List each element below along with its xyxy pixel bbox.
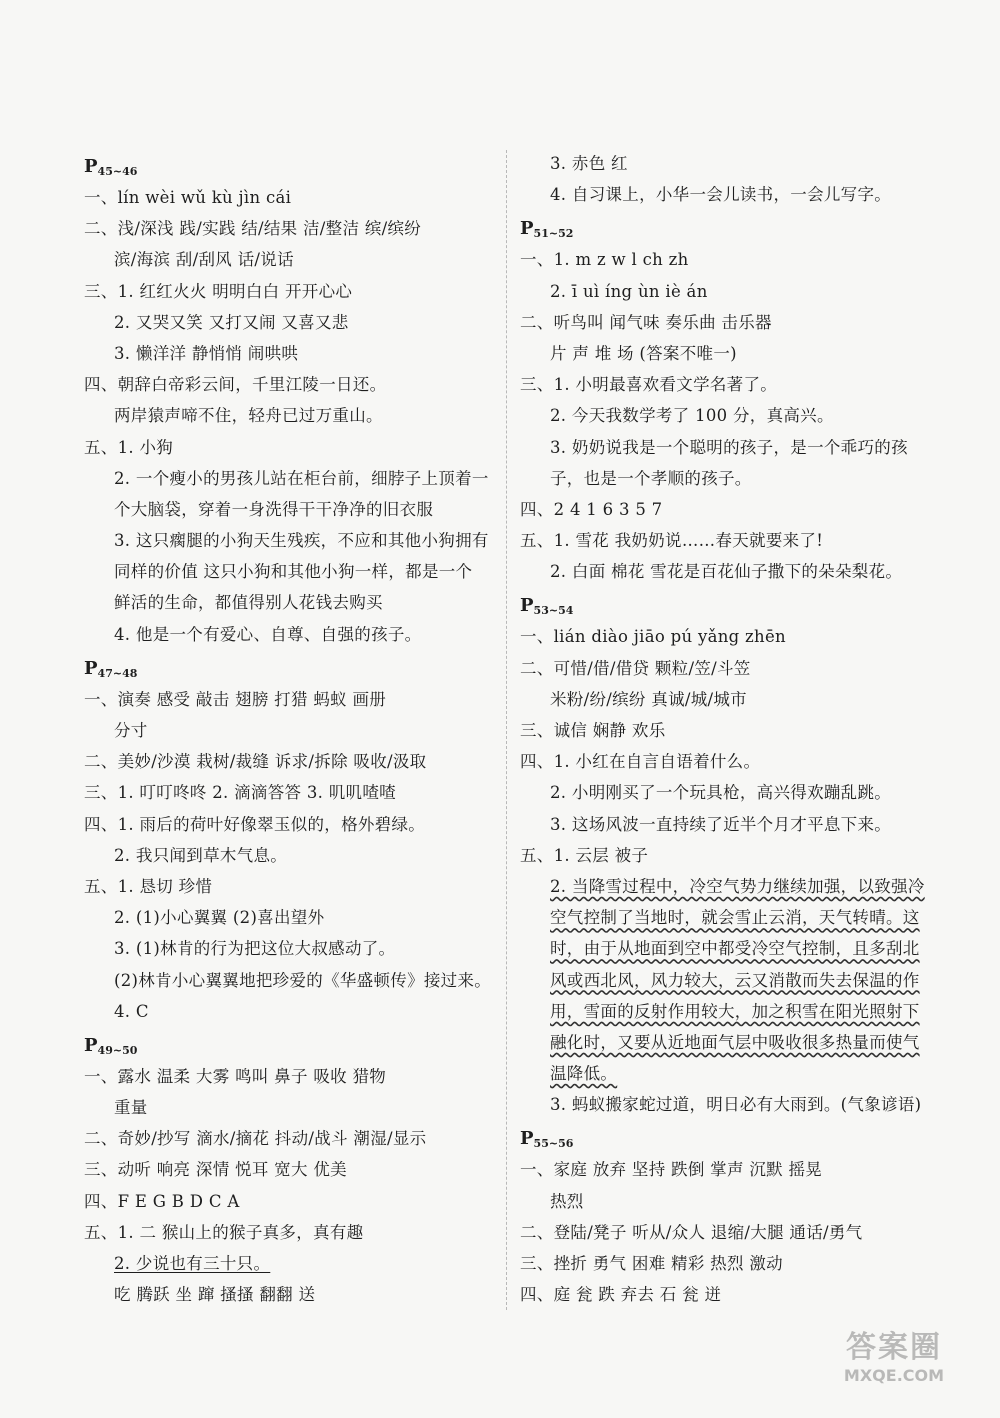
answer-line: 个大脑袋，穿着一身洗得干干净净的旧衣服 [114, 499, 434, 519]
answer-line: (2)林肯小心翼翼地把珍爱的《华盛顿传》接过来。 [114, 970, 492, 990]
answer-line: 2. 又哭又笑 又打又闹 又喜又悲 [114, 312, 349, 332]
answer-line: 三、1. 小明最喜欢看文学名著了。 [520, 375, 778, 395]
watermark-logo-text: 答案圈 [846, 1329, 942, 1365]
answer-line: 2. 白面 棉花 雪花是百花仙子撒下的朵朵梨花。 [550, 562, 903, 582]
answer-line: 一、lián diào jiāo pú yǎng zhēn [520, 627, 786, 647]
answer-line: 米粉/纷/缤纷 真诚/城/城市 [550, 689, 747, 709]
section-heading-p45 [84, 152, 496, 182]
left-column [84, 148, 496, 1310]
answer-line: 2. 小明刚买了一个玩具枪，高兴得欢蹦乱跳。 [550, 783, 892, 803]
answer-line: 三、动听 响亮 深情 悦耳 宽大 优美 [84, 1160, 347, 1180]
answer-line: 滨/海滨 刮/刮风 话/说话 [114, 250, 294, 270]
section-heading-range: 51~52 [533, 227, 574, 241]
answer-line: 分寸 [114, 721, 148, 740]
answer-line: 三、挫折 勇气 困难 精彩 热烈 激动 [520, 1254, 783, 1273]
section-heading-p49 [84, 1031, 496, 1061]
answer-line: 二、美妙/沙漠 栽树/裁缝 诉求/拆除 吸收/汲取 [84, 752, 427, 772]
answer-line: 五、1. 小狗 [84, 437, 174, 457]
answer-line: 二、听鸟叫 闻气味 奏乐曲 击乐器 [520, 312, 772, 332]
answer-line-wavy: 空气控制了当地时，就会雪止云消，天气转晴。这 [550, 908, 920, 928]
section-heading-range: 47~48 [97, 666, 138, 680]
answer-line: 2. 今天我数学考了 100 分，真高兴。 [550, 406, 834, 426]
answer-line: 3. 蚂蚁搬家蛇过道，明日必有大雨到。(气象谚语) [550, 1095, 922, 1115]
answer-line: 四、1. 雨后的荷叶好像翠玉似的，格外碧绿。 [84, 814, 426, 834]
answer-line: 四、朝辞白帝彩云间，千里江陵一日还。 [84, 375, 387, 395]
section-heading-range: 49~50 [97, 1043, 138, 1057]
answer-line: 热烈 [550, 1191, 584, 1211]
section-heading-range: 45~46 [97, 165, 138, 178]
answer-line: 五、1. 雪花 我奶奶说……春天就要来了! [520, 531, 824, 551]
answer-line: 重量 [114, 1098, 148, 1118]
answer-line: 鲜活的生命，都值得别人花钱去购买 [114, 593, 383, 613]
answer-line-wavy: 温降低。 [550, 1064, 618, 1084]
section-heading-label: P [84, 156, 98, 177]
answer-line: 2. 一个瘦小的男孩儿站在柜台前，细脖子上顶着一 [114, 468, 489, 488]
answer-line: 四、1. 小红在自言自语着什么。 [520, 752, 761, 772]
watermark-url: MXQE.COM [843, 1365, 945, 1385]
answer-line: 3. 赤色 红 [550, 154, 628, 173]
answer-line: 3. 奶奶说我是一个聪明的孩子，是一个乖巧的孩 [550, 437, 908, 457]
answer-line: 三、1. 红红火火 明明白白 开开心心 [84, 281, 353, 301]
answer-line: 一、家庭 放弃 坚持 跌倒 掌声 沉默 摇晃 [520, 1160, 823, 1180]
answer-line: 3. (1)林肯的行为把这位大叔感动了。 [114, 939, 396, 959]
section-heading-label: P [520, 595, 534, 617]
answer-line: 四、2 4 1 6 3 5 7 [520, 499, 663, 519]
answer-line: 2. ī uì íng ùn iè án [550, 281, 708, 301]
answer-line: 3. 这只瘸腿的小狗天生残疾，不应和其他小狗拥有 [114, 531, 489, 551]
answer-line-wavy: 风或西北风，风力较大，云又消散而失去保温的作 [550, 970, 920, 990]
watermark-logo [824, 1318, 964, 1388]
answer-line: 五、1. 恳切 珍惜 [84, 876, 213, 896]
answer-line: 二、可惜/借/借贷 颗粒/笠/斗笠 [520, 658, 751, 678]
section-heading-label: P [520, 218, 534, 240]
answer-line: 一、lín wèi wǔ kù jìn cái [84, 188, 292, 207]
answer-line-underlined [84, 1248, 496, 1279]
answer-line: 三、1. 叮叮咚咚 2. 滴滴答答 3. 叽叽喳喳 [84, 783, 396, 803]
answer-line: 三、诚信 娴静 欢乐 [520, 721, 666, 740]
section-heading-p55 [520, 1124, 940, 1154]
answer-line: 二、奇妙/抄写 滴水/摘花 抖动/战斗 潮湿/显示 [84, 1129, 427, 1149]
answer-line: 3. 懒洋洋 静悄悄 闹哄哄 [114, 343, 299, 363]
underlined-answer: 2. 少说也有三十只。 [114, 1254, 271, 1273]
answer-line: 4. 自习课上，小华一会儿读书，一会儿写字。 [550, 185, 892, 205]
section-heading-p53 [520, 591, 940, 621]
answer-line: 2. (1)小心翼翼 (2)喜出望外 [114, 908, 325, 928]
answer-line-wavy: 用，雪面的反射作用较大，加之积雪在阳光照射下 [550, 1001, 920, 1021]
section-heading-label: P [84, 657, 98, 679]
answer-line: 2. 我只闻到草木气息。 [114, 845, 288, 865]
answer-line: 4. 他是一个有爱心、自尊、自强的孩子。 [114, 624, 422, 644]
answer-line: 两岸猿声啼不住，轻舟已过万重山。 [114, 406, 383, 426]
section-heading-label: P [84, 1034, 98, 1056]
right-column [520, 148, 940, 1310]
answer-line: 一、1. m z w l ch zh [520, 250, 689, 270]
answer-line: 一、演奏 感受 敲击 翅膀 打猎 蚂蚁 画册 [84, 689, 387, 709]
answer-line: 一、露水 温柔 大雾 鸣叫 鼻子 吸收 猎物 [84, 1066, 387, 1086]
answer-line: 二、浅/深浅 践/实践 结/结果 洁/整洁 缤/缤纷 [84, 219, 422, 239]
answer-line-wavy: 2. 当降雪过程中，冷空气势力继续加强，以致强冷 [550, 876, 925, 896]
answer-line: 3. 这场风波一直持续了近半个月才平息下来。 [550, 814, 892, 834]
answer-line-wavy: 时，由于从地面到空中都受冷空气控制，且多刮北 [550, 939, 920, 959]
section-heading-p51 [520, 214, 940, 244]
answer-line: 吃 腾跃 坐 蹿 搔搔 翻翻 送 [114, 1285, 316, 1305]
answer-line: 片 声 堆 场 (答案不唯一) [550, 343, 737, 363]
answer-line-wavy: 融化时，又要从近地面气层中吸收很多热量而使气 [550, 1032, 920, 1052]
answer-line: 四、F E G B D C A [84, 1191, 240, 1211]
answer-line: 五、1. 云层 被子 [520, 845, 649, 865]
answer-line: 同样的价值 这只小狗和其他小狗一样，都是一个 [114, 562, 473, 582]
answer-line: 五、1. 二 猴山上的猴子真多，真有趣 [84, 1222, 364, 1242]
column-divider [506, 150, 507, 1310]
section-heading-range: 53~54 [533, 604, 574, 618]
section-heading-label: P [520, 1128, 534, 1150]
answer-line: 四、庭 瓮 跌 弃去 石 瓮 迸 [520, 1285, 722, 1305]
answer-line: 二、登陆/凳子 听从/众人 退缩/大腿 通话/勇气 [520, 1222, 863, 1242]
answer-line: 4. C [114, 1001, 149, 1021]
section-heading-range: 55~56 [533, 1137, 574, 1151]
answer-line: 子，也是一个孝顺的孩子。 [550, 468, 752, 488]
section-heading-p47 [84, 654, 496, 684]
